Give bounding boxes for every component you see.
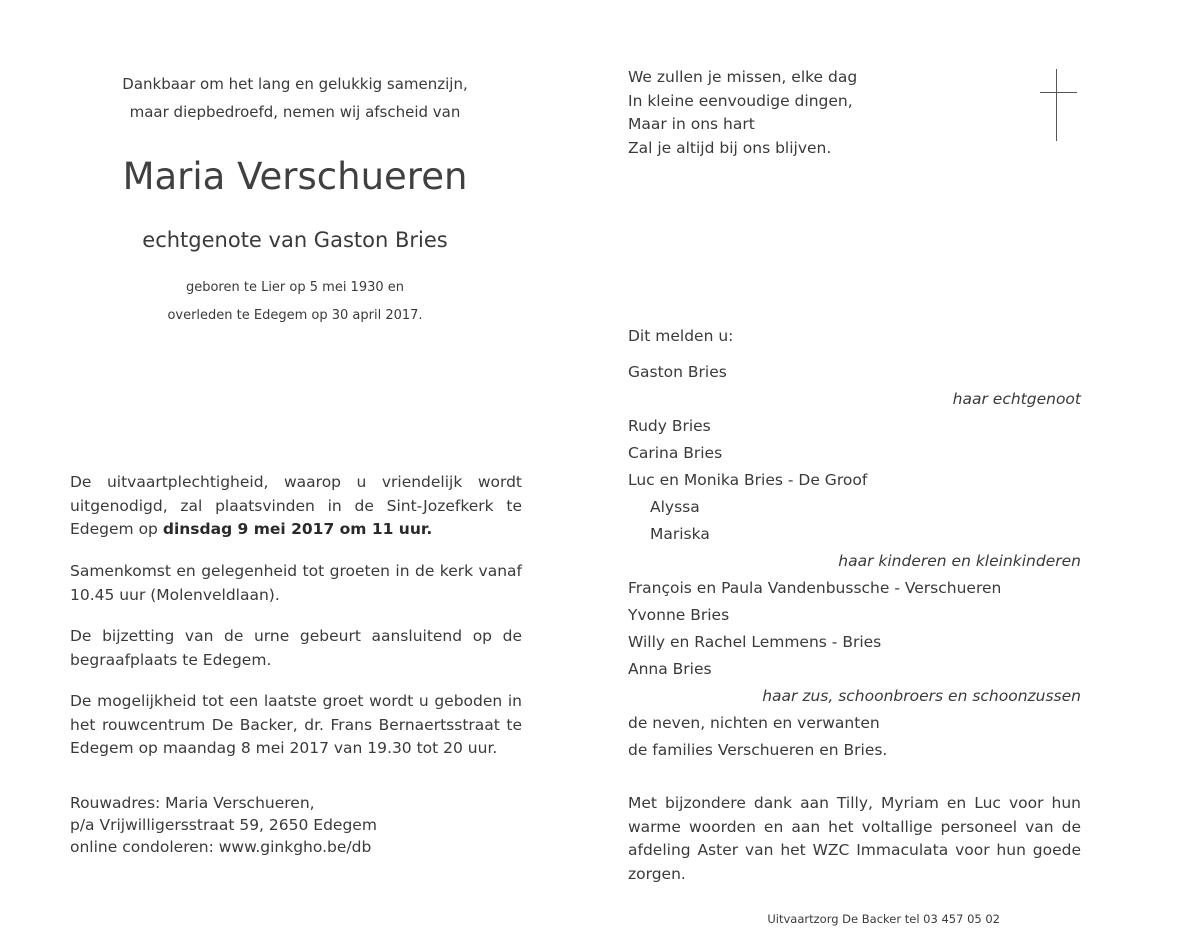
announcement-list: [628, 323, 1081, 764]
birth-death-details: [60, 274, 530, 330]
family-member: de neven, nichten en verwanten: [628, 714, 880, 732]
farewell-paragraph: De mogelijkheid tot een laatste groet wordt u geboden in het rouwcentrum De Backer, dr. Frans Bernaertsstraat te Edegem op maandag 8 mei 2017 van 19.30 tot 20 uur.: [70, 692, 522, 757]
family-member: François en Paula Vandenbussche - Verschueren: [628, 579, 1002, 597]
deceased-name: Maria Verschueren: [122, 155, 468, 198]
address-line: Rouwadres: Maria Verschueren,: [70, 794, 315, 812]
address-line: p/a Vrijwilligersstraat 59, 2650 Edegem: [70, 816, 377, 834]
cross-icon-bar: [1040, 92, 1077, 93]
poem-line: Zal je altijd bij ons blijven.: [628, 138, 832, 157]
family-member: Luc en Monika Bries - De Groof: [628, 471, 868, 489]
poem-line: In kleine eenvoudige dingen,: [628, 91, 853, 110]
spouse-line: echtgenote van Gaston Bries: [142, 228, 448, 252]
family-member: Willy en Rachel Lemmens - Bries: [628, 633, 882, 651]
ceremony-paragraph: [70, 471, 522, 542]
gathering-paragraph: Samenkomst en gelegenheid tot groeten in de kerk vanaf 10.45 uur (Molenveldlaan).: [70, 562, 522, 604]
relation-label: haar echtgenoot: [952, 390, 1081, 408]
family-member: Mariska: [650, 525, 710, 543]
address-line: online condoleren: www.ginkgho.be/db: [70, 838, 372, 856]
ceremony-text: De uitvaartplechtigheid, waarop u vriendelijk wordt uitgenodigd, zal plaatsvinden in de Sint-Jozefkerk te Edegem op: [70, 473, 522, 538]
death-line: overleden te Edegem op 30 april 2017.: [167, 308, 423, 323]
intro-line: maar diepbedroefd, nemen wij afscheid van: [129, 103, 461, 121]
mourning-address: [70, 792, 522, 858]
poem-line: We zullen je missen, elke dag: [628, 68, 858, 86]
poem: [628, 66, 1028, 160]
family-member: Gaston Bries: [628, 363, 727, 381]
ceremony-date: dinsdag 9 mei 2017 om 11 uur.: [162, 520, 433, 538]
relation-label: haar kinderen en kleinkinderen: [838, 552, 1081, 570]
thanks-paragraph: Met bijzondere dank aan Tilly, Myriam en Luc voor hun warme woorden en aan het voltallige personeel van de afdeling Aster van het WZC Immaculata voor hun goede zorgen.: [628, 794, 1081, 883]
family-member: Anna Bries: [628, 660, 712, 678]
poem-line: Maar in ons hart: [628, 115, 755, 133]
birth-line: geboren te Lier op 5 mei 1930 en: [185, 280, 405, 295]
family-member: Alyssa: [650, 498, 700, 516]
intro-line: Dankbaar om het lang en gelukkig samenzijn,: [122, 75, 468, 93]
family-member: de families Verschueren en Bries.: [628, 741, 888, 759]
family-member: Yvonne Bries: [628, 606, 730, 624]
cross-icon: [1056, 69, 1057, 141]
family-member: Rudy Bries: [628, 417, 711, 435]
intro-text: [60, 70, 530, 126]
announce-heading: Dit melden u:: [628, 327, 734, 345]
funeral-home-footer: Uitvaartzorg De Backer tel 03 457 05 02: [767, 912, 1000, 926]
relation-label: haar zus, schoonbroers en schoonzussen: [762, 687, 1081, 705]
burial-paragraph: De bijzetting van de urne gebeurt aansluitend op de begraafplaats te Edegem.: [70, 627, 522, 669]
family-member: Carina Bries: [628, 444, 723, 462]
